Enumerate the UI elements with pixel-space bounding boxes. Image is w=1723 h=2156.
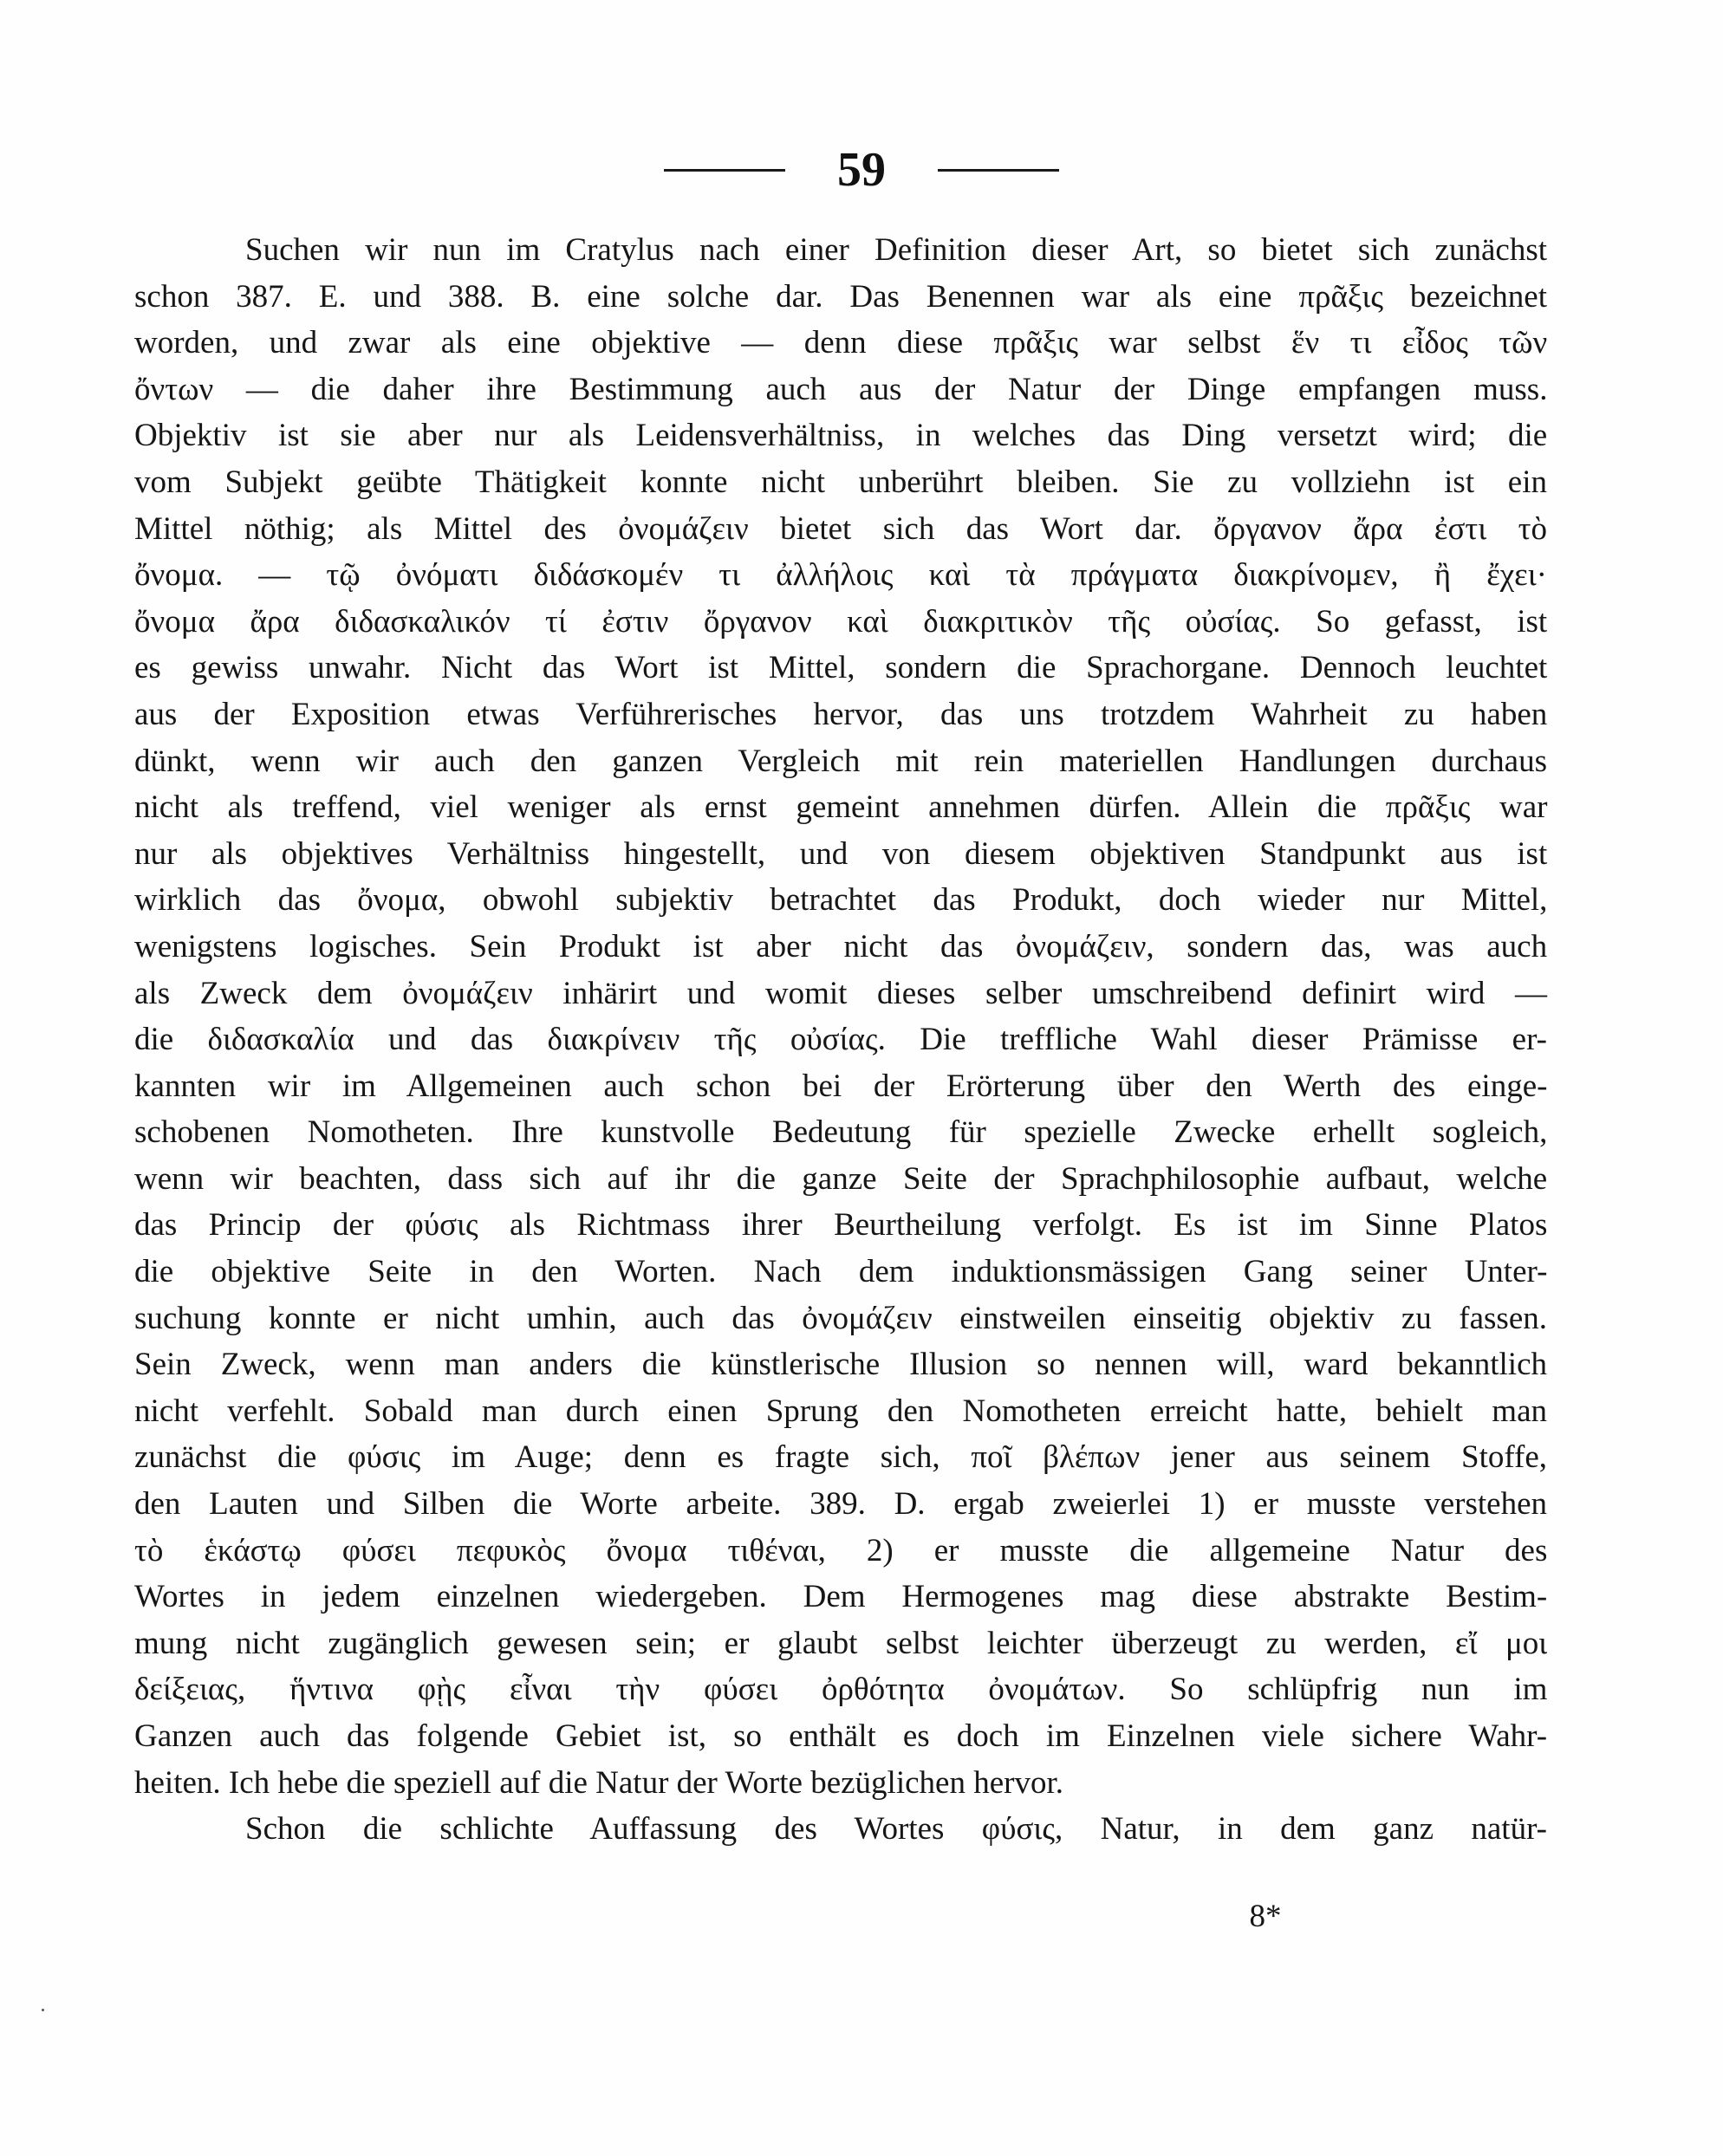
text-line: Mittel nöthig; als Mittel des ὀνομάζειν bietet sich das Wort dar. ὄργανον ἄρα ἐστι τὸ <box>134 510 1547 547</box>
text-line: die διδασκαλία und das διακρίνειν τῆς οὐσίας. Die treffliche Wahl dieser Prämisse er- <box>134 1022 1547 1058</box>
paper-speck <box>42 2009 44 2011</box>
text-line: Suchen wir nun im Cratylus nach einer Definition dieser Art, so bietet sich zunächst <box>245 232 1547 268</box>
text-line: wirklich das ὄνομα, obwohl subjektiv betrachtet das Produkt, doch wieder nur Mittel, <box>134 882 1548 919</box>
body-text <box>134 227 1547 1853</box>
text-line: worden, und zwar als eine objektive — denn diese πρᾶξις war selbst ἕν τι εἶδος τῶν <box>134 325 1548 361</box>
text-line: ὄνομα. — τῷ ὀνόματι διδάσκομέν τι ἀλλήλοις καὶ τὰ πράγματα διακρίνομεν, ἢ ἔχει· <box>134 557 1547 594</box>
text-line: nur als objektives Verhältniss hingestellt, und von diesem objektiven Standpunkt aus ist <box>134 835 1548 872</box>
text-line: wenn wir beachten, dass sich auf ihr die ganze Seite der Sprachphilosophie aufbaut, welche <box>134 1160 1548 1197</box>
text-line: ὄνομα ἄρα διδασκαλικόν τί ἐστιν ὄργανον καὶ διακριτικὸν τῆς οὐσίας. So gefasst, ist <box>134 603 1548 640</box>
text-line: die objektive Seite in den Worten. Nach dem induktionsmässigen Gang seiner Unter- <box>134 1254 1548 1290</box>
text-line: ὄντων — die daher ihre Bestimmung auch aus der Natur der Dinge empfangen muss. <box>134 371 1548 407</box>
text-line: Objektiv ist sie aber nur als Leidensverhältniss, in welches das Ding versetzt wird; die <box>134 418 1548 454</box>
header-rule-left <box>664 169 785 172</box>
text-line: aus der Exposition etwas Verführerisches hervor, das uns trotzdem Wahrheit zu haben <box>134 696 1548 732</box>
text-line: nicht als treffend, viel weniger als ernst gemeint annehmen dürfen. Allein die πρᾶξις war <box>134 789 1548 826</box>
text-line: zunächst die φύσις im Auge; denn es fragte sich, ποῖ βλέπων jener aus seinem Stoffe, <box>134 1439 1547 1476</box>
text-line: heiten. Ich hebe die speziell auf die Natur der Worte bezüglichen hervor. <box>134 1764 1063 1801</box>
text-line: Ganzen auch das folgende Gebiet ist, so enthält es doch im Einzelnen viele sichere Wahr- <box>134 1718 1548 1754</box>
header-rule-right <box>938 169 1059 172</box>
text-line: vom Subjekt geübte Thätigkeit konnte nicht unberührt bleiben. Sie zu vollziehn ist ein <box>134 464 1547 500</box>
text-line: schon 387. E. und 388. B. eine solche dar. Das Benennen war als eine πρᾶξις bezeichnet <box>134 278 1547 315</box>
text-line: Schon die schlichte Auffassung des Wortes φύσις, Natur, in dem ganz natür- <box>245 1811 1547 1848</box>
page-number: 59 <box>837 143 886 197</box>
text-line: dünkt, wenn wir auch den ganzen Vergleich mit rein materiellen Handlungen durchaus <box>134 743 1547 779</box>
text-line: nicht verfehlt. Sobald man durch einen Sprung den Nomotheten erreicht hatte, behielt man <box>134 1393 1547 1429</box>
text-line: τὸ ἑκάστῳ φύσει πεφυκὸς ὄνομα τιθέναι, 2) er musste die allgemeine Natur des <box>134 1532 1548 1568</box>
text-line: δείξειας, ἥντινα φῂς εἶναι τὴν φύσει ὀρθότητα ὀνομάτων. So schlüpfrig nun im <box>134 1672 1548 1708</box>
page-header <box>0 143 1723 197</box>
text-line: als Zweck dem ὀνομάζειν inhärirt und womit dieses selber umschreibend definirt wird — <box>134 975 1547 1011</box>
text-line: schobenen Nomotheten. Ihre kunstvolle Bedeutung für spezielle Zwecke erhellt sogleich, <box>134 1114 1548 1151</box>
text-line: mung nicht zugänglich gewesen sein; er glaubt selbst leichter überzeugt zu werden, εἴ μοι <box>134 1625 1548 1661</box>
text-line: Wortes in jedem einzelnen wiedergeben. Dem Hermogenes mag diese abstrakte Bestim- <box>134 1579 1548 1615</box>
text-line: den Lauten und Silben die Worte arbeite. 389. D. ergab zweierlei 1) er musste verstehen <box>134 1486 1547 1523</box>
text-line: suchung konnte er nicht umhin, auch das ὀνομάζειν einstweilen einseitig objektiv zu fassen. <box>134 1300 1547 1336</box>
text-line: wenigstens logisches. Sein Produkt ist aber nicht das ὀνομάζειν, sondern das, was auch <box>134 928 1548 964</box>
text-line: Sein Zweck, wenn man anders die künstlerische Illusion so nennen will, ward bekanntlich <box>134 1347 1547 1383</box>
text-line: es gewiss unwahr. Nicht das Wort ist Mittel, sondern die Sprachorgane. Dennoch leuchtet <box>134 650 1548 686</box>
text-line: das Princip der φύσις als Richtmass ihrer Beurtheilung verfolgt. Es ist im Sinne Platos <box>134 1207 1548 1244</box>
text-line: kannten wir im Allgemeinen auch schon bei der Erörterung über den Werth des einge- <box>134 1068 1548 1104</box>
signature-mark: 8* <box>1249 1899 1282 1934</box>
